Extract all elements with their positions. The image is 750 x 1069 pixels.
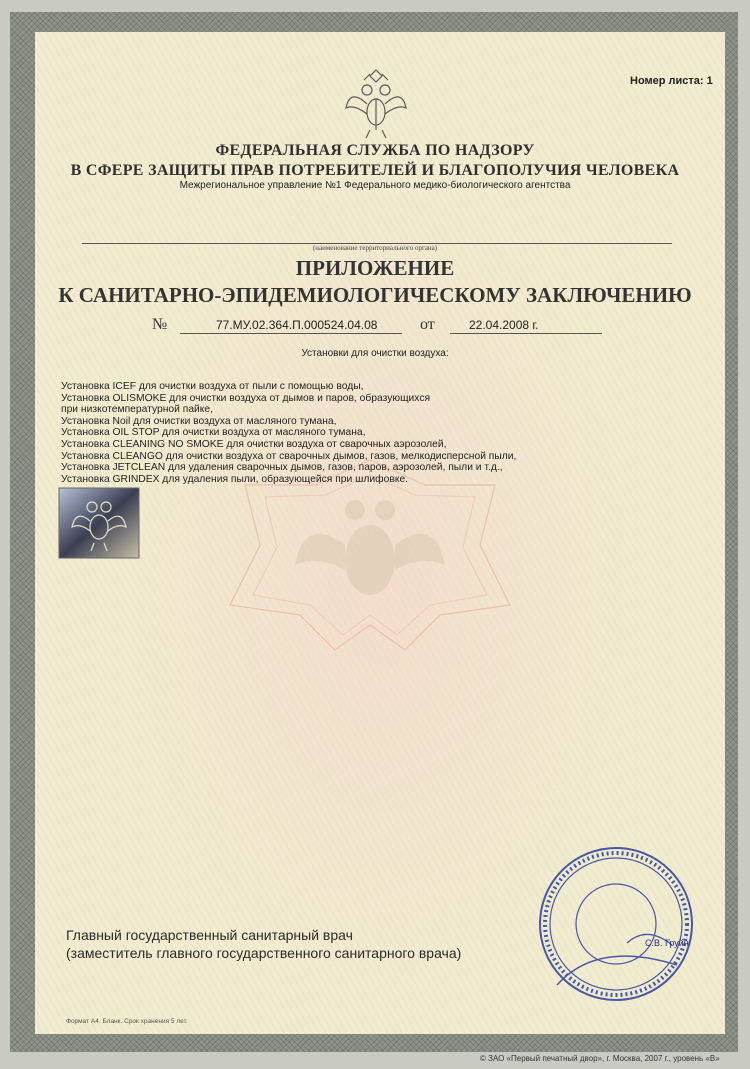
date-underline — [450, 333, 602, 334]
appendix-subheading: К САНИТАРНО-ЭПИДЕМИОЛОГИЧЕСКОМУ ЗАКЛЮЧЕНИЮ — [58, 283, 692, 307]
appendix-heading: ПРИЛОЖЕНИЕ — [295, 256, 455, 280]
list-item: Установка CLEANING NO SMOKE для очистки воздуха от сварочных аэрозолей, — [61, 438, 447, 450]
list-item: Установка OIL STOP для очистки воздуха от масляного тумана, — [61, 427, 366, 439]
agency-title-line1: ФЕДЕРАЛЬНАЯ СЛУЖБА ПО НАДЗОРУ — [215, 142, 535, 159]
hologram-sticker-icon — [58, 487, 140, 559]
agency-subtitle: Межрегиональное управление №1 Федерального медико-биологического агентства — [179, 180, 571, 191]
date-label: от — [420, 316, 435, 333]
coat-of-arms-icon — [340, 68, 412, 140]
list-item: Установка ICEF для очистки воздуха от пыли с помощью воды, — [61, 381, 364, 392]
items-heading: Установки для очистки воздуха: — [301, 348, 449, 359]
list-item: Установка GRINDEX для удаления пыли, образующейся при шлифовке. — [61, 473, 409, 485]
conclusion-date: 22.04.2008 г. — [469, 318, 539, 332]
number-sign: № — [152, 316, 168, 333]
format-note: Формат А4. Бланк. Срок хранения 5 лет. — [66, 1018, 188, 1025]
number-underline — [180, 333, 402, 334]
equipment-list — [61, 381, 516, 485]
signatory-position: Главный государственный санитарный врач — [66, 927, 353, 943]
agency-title-line2: В СФЕРЕ ЗАЩИТЫ ПРАВ ПОТРЕБИТЕЛЕЙ И БЛАГОПОЛУЧИЯ ЧЕЛОВЕКА — [70, 162, 680, 179]
list-item: Установка OLISMOKE для очистки воздуха от дымов и паров, образующихся — [61, 392, 431, 404]
signer-name: С.В. Груйн — [645, 938, 689, 948]
list-item: при низкотемпературной пайке, — [61, 404, 214, 416]
list-item: Установка JETCLEAN для удаления сварочных дымов, газов, паров, аэрозолей, пыли и т.д., — [61, 462, 503, 474]
list-item: Установка Noil для очистки воздуха от масляного тумана, — [61, 415, 337, 427]
printer-note: © ЗАО «Первый печатный двор», г. Москва, 2007 г., уровень «В» — [480, 1054, 720, 1063]
list-item: Установка CLEANGO для очистки воздуха от сварочных дымов, газов, мелкодисперсной пыли, — [61, 450, 517, 462]
official-stamp-icon — [537, 845, 695, 1003]
conclusion-number: 77.МУ.02.364.П.000524.04.08 — [216, 318, 378, 332]
org-caption: (наименование территориального органа) — [312, 244, 438, 252]
signatory-position-alt: (заместитель главного государственного санитарного врача) — [66, 945, 462, 961]
sheet-number: Номер листа: 1 — [630, 75, 713, 87]
